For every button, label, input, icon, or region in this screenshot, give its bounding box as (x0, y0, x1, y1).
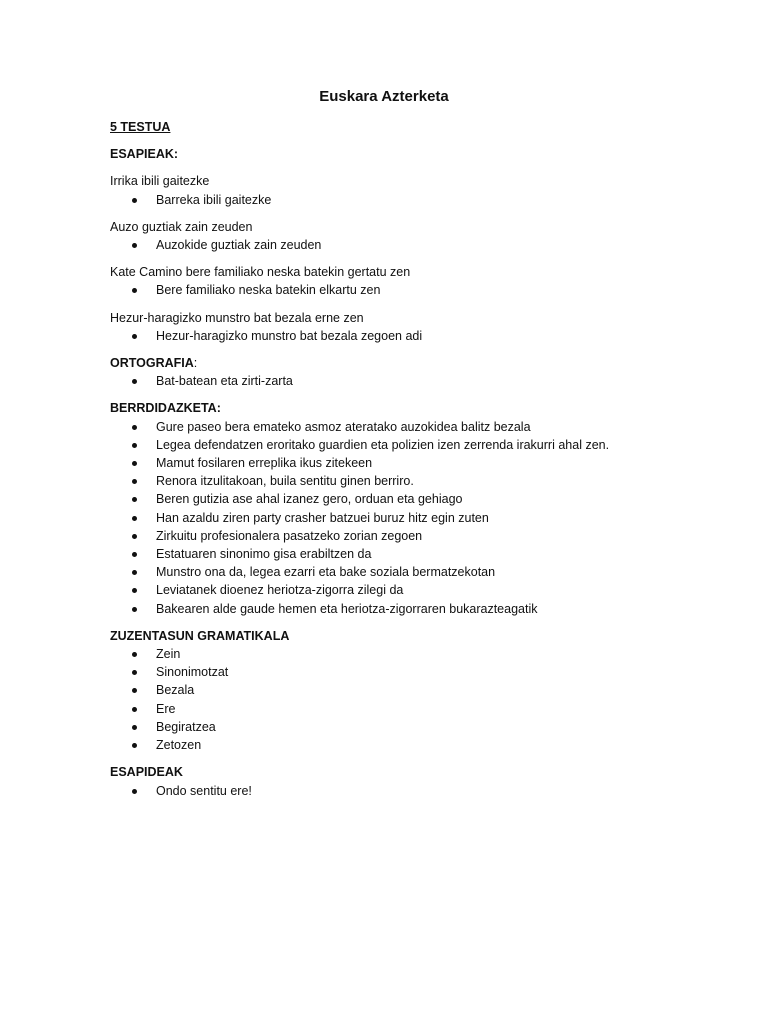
esapideak-list (110, 782, 730, 800)
berrdidazketa-item: Estatuaren sinonimo gisa erabiltzen da (156, 547, 372, 562)
list-item (110, 600, 730, 618)
berrdidazketa-heading: BERRDIDAZKETA: (110, 401, 221, 416)
ortografia-heading: ORTOGRAFIA (110, 356, 194, 371)
ortografia-heading-line (110, 354, 730, 372)
list-item (110, 645, 730, 663)
bullet-icon (132, 479, 137, 484)
berrdidazketa-item: Legea defendatzen eroritako guardien eta polizien izen zerrenda irakurri ahal zen. (156, 437, 610, 452)
esapieak-answer: Auzokide guztiak zain zeuden (156, 238, 322, 253)
document-body (110, 118, 730, 800)
bullet-icon (132, 379, 137, 384)
bullet-icon (132, 534, 137, 539)
bullet-icon (132, 516, 137, 521)
ortografia-heading-colon: : (193, 356, 198, 371)
list-item (110, 191, 730, 209)
list-item (110, 718, 730, 736)
list-item (110, 736, 730, 754)
zuzentasun-item: Bezala (156, 683, 195, 698)
list-item (110, 545, 730, 563)
bullet-icon (132, 743, 137, 748)
zuzentasun-item: Zein (156, 647, 181, 662)
esapieak-answer-list (110, 236, 730, 254)
berrdidazketa-item: Mamut fosilaren erreplika ikus zitekeen (156, 456, 373, 471)
esapieak-heading: ESAPIEAK: (110, 147, 179, 162)
zuzentasun-list (110, 645, 730, 754)
list-item (110, 663, 730, 681)
bullet-icon (132, 425, 137, 430)
bullet-icon (132, 570, 137, 575)
berrdidazketa-item: Munstro ona da, legea ezarri eta bake soziala bermatzekotan (156, 565, 496, 580)
ortografia-item: Bat-batean eta zirti-zarta (156, 374, 293, 389)
list-item (110, 681, 730, 699)
esapieak-answer-list (110, 191, 730, 209)
bullet-icon (132, 707, 137, 712)
list-item (110, 418, 730, 436)
bullet-icon (132, 198, 137, 203)
bullet-icon (132, 552, 137, 557)
ortografia-list (110, 372, 730, 390)
document-title: Euskara Azterketa (319, 88, 449, 105)
bullet-icon (132, 243, 137, 248)
section-label: 5 TESTUA (110, 120, 171, 134)
esapieak-answer: Hezur-haragizko munstro bat bezala zegoen adi (156, 328, 423, 343)
bullet-icon (132, 288, 137, 293)
bullet-icon (132, 607, 137, 612)
bullet-icon (132, 334, 137, 339)
bullet-icon (132, 652, 137, 657)
esapieak-answer-list (110, 327, 730, 345)
bullet-icon (132, 443, 137, 448)
bullet-icon (132, 670, 137, 675)
berrdidazketa-item: Zirkuitu profesionalera pasatzeko zorian zegoen (156, 528, 423, 543)
esapieak-original: Kate Camino bere familiako neska batekin gertatu zen (110, 265, 411, 280)
list-item (110, 454, 730, 472)
berrdidazketa-item: Gure paseo bera emateko asmoz ateratako auzokidea balitz bezala (156, 419, 531, 434)
list-item (110, 327, 730, 345)
berrdidazketa-item: Beren gutizia ase ahal izanez gero, orduan eta gehiago (156, 492, 463, 507)
esapieak-original: Auzo guztiak zain zeuden (110, 219, 253, 234)
list-item (110, 700, 730, 718)
list-item (110, 527, 730, 545)
berrdidazketa-item: Renora itzulitakoan, buila sentitu ginen berriro. (156, 474, 414, 489)
list-item (110, 281, 730, 299)
zuzentasun-heading: ZUZENTASUN GRAMATIKALA (110, 628, 290, 643)
list-item (110, 236, 730, 254)
esapieak-original: Hezur-haragizko munstro bat bezala erne zen (110, 310, 364, 325)
esapieak-answer: Barreka ibili gaitezke (156, 192, 272, 207)
list-item (110, 563, 730, 581)
zuzentasun-item: Sinonimotzat (156, 665, 229, 680)
bullet-icon (132, 588, 137, 593)
esapieak-original: Irrika ibili gaitezke (110, 174, 210, 189)
list-item (110, 509, 730, 527)
bullet-icon (132, 725, 137, 730)
bullet-icon (132, 497, 137, 502)
bullet-icon (132, 688, 137, 693)
list-item (110, 372, 730, 390)
zuzentasun-item: Zetozen (156, 738, 202, 753)
esapieak-answer: Bere familiako neska batekin elkartu zen (156, 283, 381, 298)
zuzentasun-item: Ere (156, 701, 176, 716)
berrdidazketa-item: Leviatanek dioenez heriotza-zigorra zilegi da (156, 583, 404, 598)
esapideak-item: Ondo sentitu ere! (156, 783, 252, 798)
list-item (110, 490, 730, 508)
bullet-icon (132, 789, 137, 794)
list-item (110, 472, 730, 490)
bullet-icon (132, 461, 137, 466)
esapieak-answer-list (110, 281, 730, 299)
list-item (110, 581, 730, 599)
berrdidazketa-item: Bakearen alde gaude hemen eta heriotza-zigorraren bukarazteagatik (156, 601, 538, 616)
list-item (110, 782, 730, 800)
berrdidazketa-item: Han azaldu ziren party crasher batzuei buruz hitz egin zuten (156, 510, 489, 525)
zuzentasun-item: Begiratzea (156, 719, 216, 734)
esapideak-heading: ESAPIDEAK (110, 765, 183, 780)
list-item (110, 436, 730, 454)
berrdidazketa-list (110, 418, 730, 618)
